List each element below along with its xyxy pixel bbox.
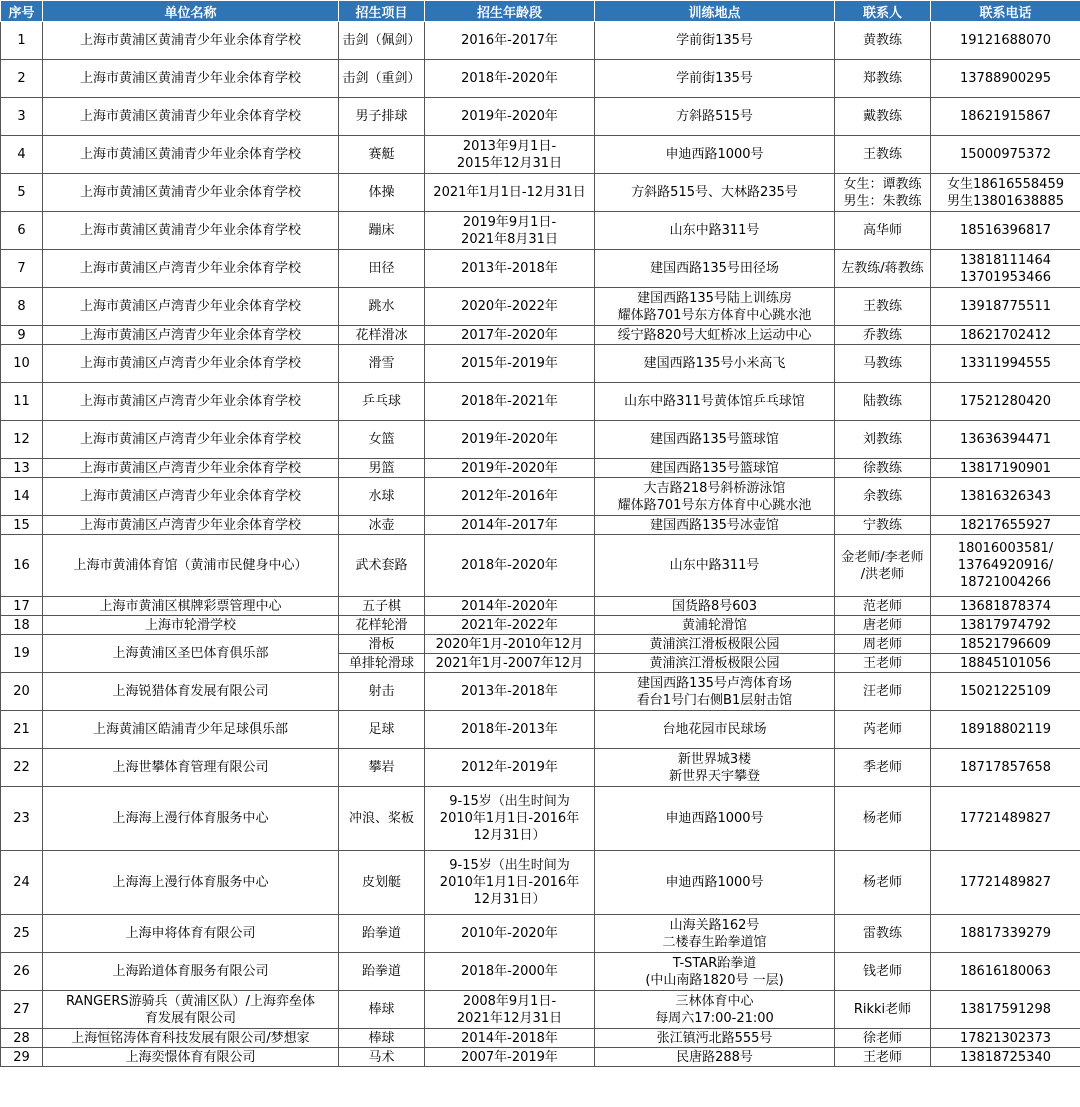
cell-age: 2019年9月1日- 2021年8月31日	[425, 212, 595, 250]
cell-contact: 汪老师	[835, 673, 931, 711]
cell-contact: 左教练/蒋教练	[835, 250, 931, 288]
cell-age: 2015年-2019年	[425, 345, 595, 383]
cell-unit: 上海海上漫行体育服务中心	[43, 787, 339, 851]
cell-unit: 上海奕憬体育有限公司	[43, 1048, 339, 1067]
cell-contact: Rikki老师	[835, 991, 931, 1029]
table-row	[1, 749, 1080, 787]
cell-program: 男篮	[339, 459, 425, 478]
cell-program: 滑雪	[339, 345, 425, 383]
cell-location: 建国西路135号田径场	[595, 250, 835, 288]
cell-no: 8	[1, 288, 43, 326]
cell-program: 皮划艇	[339, 851, 425, 915]
cell-contact: 徐教练	[835, 459, 931, 478]
cell-age: 2017年-2020年	[425, 326, 595, 345]
cell-phone: 18016003581/ 13764920916/ 18721004266	[931, 535, 1080, 597]
cell-unit: 上海黄浦区圣巴体育俱乐部	[43, 635, 339, 673]
cell-phone: 13816326343	[931, 478, 1080, 516]
cell-no: 25	[1, 915, 43, 953]
cell-phone: 13636394471	[931, 421, 1080, 459]
cell-age: 9-15岁（出生时间为 2010年1月1日-2016年 12月31日）	[425, 787, 595, 851]
cell-program: 足球	[339, 711, 425, 749]
cell-phone: 13817591298	[931, 991, 1080, 1029]
cell-phone: 17521280420	[931, 383, 1080, 421]
cell-unit: 上海市黄浦区卢湾青少年业余体育学校	[43, 459, 339, 478]
cell-age: 2021年1月1日-12月31日	[425, 174, 595, 212]
cell-age: 2019年-2020年	[425, 421, 595, 459]
cell-no: 9	[1, 326, 43, 345]
cell-contact: 陆教练	[835, 383, 931, 421]
cell-age: 2020年1月-2010年12月	[425, 635, 595, 654]
cell-location: 大吉路218号斜桥游泳馆 耀体路701号东方体育中心跳水池	[595, 478, 835, 516]
header-location: 训练地点	[595, 1, 835, 22]
header-no: 序号	[1, 1, 43, 22]
table-row	[1, 616, 1080, 635]
header-age: 招生年龄段	[425, 1, 595, 22]
cell-unit: 上海锐猎体育发展有限公司	[43, 673, 339, 711]
table-row	[1, 1029, 1080, 1048]
cell-phone: 18845101056	[931, 654, 1080, 673]
cell-age: 2013年-2018年	[425, 673, 595, 711]
cell-no: 1	[1, 22, 43, 60]
cell-phone: 17721489827	[931, 851, 1080, 915]
cell-unit: 上海市黄浦区卢湾青少年业余体育学校	[43, 383, 339, 421]
cell-unit: 上海市黄浦区黄浦青少年业余体育学校	[43, 22, 339, 60]
cell-program: 体操	[339, 174, 425, 212]
cell-no: 3	[1, 98, 43, 136]
cell-unit: 上海市黄浦区卢湾青少年业余体育学校	[43, 250, 339, 288]
cell-phone: 18621702412	[931, 326, 1080, 345]
cell-contact: 刘教练	[835, 421, 931, 459]
cell-location: 张江镇沔北路555号	[595, 1029, 835, 1048]
cell-phone: 18717857658	[931, 749, 1080, 787]
cell-location: 建国西路135号卢湾体育场 看台1号门右侧B1层射击馆	[595, 673, 835, 711]
cell-contact: 宁教练	[835, 516, 931, 535]
table-row	[1, 212, 1080, 250]
cell-program: 马术	[339, 1048, 425, 1067]
cell-phone: 18817339279	[931, 915, 1080, 953]
cell-location: 山海关路162号 二楼春生跆拳道馆	[595, 915, 835, 953]
table-row	[1, 22, 1080, 60]
cell-age: 2014年-2018年	[425, 1029, 595, 1048]
cell-unit: 上海申将体育有限公司	[43, 915, 339, 953]
cell-contact: 芮老师	[835, 711, 931, 749]
table-row	[1, 478, 1080, 516]
cell-no: 18	[1, 616, 43, 635]
cell-age: 2008年9月1日- 2021年12月31日	[425, 991, 595, 1029]
cell-age: 2013年-2018年	[425, 250, 595, 288]
cell-contact: 女生：谭教练 男生：朱教练	[835, 174, 931, 212]
cell-age: 2016年-2017年	[425, 22, 595, 60]
cell-phone: 13818111464 13701953466	[931, 250, 1080, 288]
table-row	[1, 673, 1080, 711]
cell-unit: RANGERS游骑兵（黄浦区队）/上海弈垒体 育发展有限公司	[43, 991, 339, 1029]
cell-program: 水球	[339, 478, 425, 516]
cell-contact: 王教练	[835, 136, 931, 174]
cell-program: 武术套路	[339, 535, 425, 597]
cell-unit: 上海市黄浦区卢湾青少年业余体育学校	[43, 288, 339, 326]
cell-program: 女篮	[339, 421, 425, 459]
cell-unit: 上海海上漫行体育服务中心	[43, 851, 339, 915]
cell-unit: 上海市黄浦区黄浦青少年业余体育学校	[43, 212, 339, 250]
cell-no: 10	[1, 345, 43, 383]
cell-no: 21	[1, 711, 43, 749]
header-contact: 联系人	[835, 1, 931, 22]
cell-program: 乒乓球	[339, 383, 425, 421]
cell-program: 花样轮滑	[339, 616, 425, 635]
table-row	[1, 421, 1080, 459]
cell-age: 9-15岁（出生时间为 2010年1月1日-2016年 12月31日）	[425, 851, 595, 915]
table-row	[1, 711, 1080, 749]
cell-age: 2020年-2022年	[425, 288, 595, 326]
cell-contact: 王老师	[835, 654, 931, 673]
cell-no: 15	[1, 516, 43, 535]
cell-program: 男子排球	[339, 98, 425, 136]
cell-program: 田径	[339, 250, 425, 288]
table-row	[1, 535, 1080, 597]
cell-phone: 18616180063	[931, 953, 1080, 991]
cell-location: 建国西路135号冰壶馆	[595, 516, 835, 535]
cell-phone: 18521796609	[931, 635, 1080, 654]
cell-contact: 杨老师	[835, 851, 931, 915]
cell-unit: 上海市黄浦区卢湾青少年业余体育学校	[43, 478, 339, 516]
cell-program: 蹦床	[339, 212, 425, 250]
cell-unit: 上海恒铭涛体育科技发展有限公司/梦想家	[43, 1029, 339, 1048]
cell-location: 国货路8号603	[595, 597, 835, 616]
cell-location: 黄浦轮滑馆	[595, 616, 835, 635]
cell-age: 2012年-2019年	[425, 749, 595, 787]
cell-location: 方斜路515号	[595, 98, 835, 136]
cell-age: 2018年-2000年	[425, 953, 595, 991]
cell-location: 山东中路311号黄体馆乒乓球馆	[595, 383, 835, 421]
cell-location: 申迪西路1000号	[595, 136, 835, 174]
cell-unit: 上海世攀体育管理有限公司	[43, 749, 339, 787]
cell-contact: 高华师	[835, 212, 931, 250]
table-row	[1, 635, 1080, 654]
cell-age: 2018年-2021年	[425, 383, 595, 421]
cell-contact: 乔教练	[835, 326, 931, 345]
cell-program: 花样滑冰	[339, 326, 425, 345]
cell-unit: 上海市黄浦区黄浦青少年业余体育学校	[43, 136, 339, 174]
cell-location: 建国西路135号陆上训练房 耀体路701号东方体育中心跳水池	[595, 288, 835, 326]
cell-program: 跳水	[339, 288, 425, 326]
cell-phone: 18516396817	[931, 212, 1080, 250]
table-row	[1, 288, 1080, 326]
cell-contact: 余教练	[835, 478, 931, 516]
cell-unit: 上海跆道体育服务有限公司	[43, 953, 339, 991]
header-unit: 单位名称	[43, 1, 339, 22]
cell-no: 13	[1, 459, 43, 478]
table-row	[1, 98, 1080, 136]
cell-unit: 上海市轮滑学校	[43, 616, 339, 635]
cell-phone: 13817974792	[931, 616, 1080, 635]
cell-phone: 18621915867	[931, 98, 1080, 136]
table-row	[1, 383, 1080, 421]
table-row	[1, 787, 1080, 851]
cell-location: 台地花园市民球场	[595, 711, 835, 749]
cell-unit: 上海市黄浦区卢湾青少年业余体育学校	[43, 326, 339, 345]
cell-location: 山东中路311号	[595, 535, 835, 597]
cell-no: 7	[1, 250, 43, 288]
header-row	[1, 1, 1080, 22]
cell-contact: 戴教练	[835, 98, 931, 136]
cell-age: 2010年-2020年	[425, 915, 595, 953]
table-row	[1, 136, 1080, 174]
cell-location: 山东中路311号	[595, 212, 835, 250]
cell-phone: 17821302373	[931, 1029, 1080, 1048]
table-row	[1, 516, 1080, 535]
cell-unit: 上海黄浦区皓浦青少年足球俱乐部	[43, 711, 339, 749]
cell-phone: 女生18616558459 男生13801638885	[931, 174, 1080, 212]
cell-program: 攀岩	[339, 749, 425, 787]
cell-location: 申迪西路1000号	[595, 787, 835, 851]
cell-location: 方斜路515号、大林路235号	[595, 174, 835, 212]
cell-unit: 上海市黄浦区黄浦青少年业余体育学校	[43, 60, 339, 98]
table-row	[1, 597, 1080, 616]
cell-no: 2	[1, 60, 43, 98]
cell-unit: 上海市黄浦区卢湾青少年业余体育学校	[43, 516, 339, 535]
table-row	[1, 326, 1080, 345]
cell-location: 建国西路135号篮球馆	[595, 421, 835, 459]
cell-location: 申迪西路1000号	[595, 851, 835, 915]
cell-age: 2014年-2017年	[425, 516, 595, 535]
cell-no: 27	[1, 991, 43, 1029]
cell-no: 5	[1, 174, 43, 212]
cell-age: 2021年-2022年	[425, 616, 595, 635]
header-program: 招生项目	[339, 1, 425, 22]
cell-no: 24	[1, 851, 43, 915]
cell-location: 新世界城3楼 新世界天宇攀登	[595, 749, 835, 787]
cell-age: 2012年-2016年	[425, 478, 595, 516]
cell-no: 26	[1, 953, 43, 991]
table-row	[1, 915, 1080, 953]
cell-no: 17	[1, 597, 43, 616]
cell-location: 黄浦滨江滑板极限公园	[595, 654, 835, 673]
cell-program: 五子棋	[339, 597, 425, 616]
cell-program: 单排轮滑球	[339, 654, 425, 673]
cell-program: 赛艇	[339, 136, 425, 174]
cell-contact: 徐老师	[835, 1029, 931, 1048]
cell-age: 2018年-2020年	[425, 60, 595, 98]
cell-location: 建国西路135号篮球馆	[595, 459, 835, 478]
cell-age: 2018年-2013年	[425, 711, 595, 749]
cell-no: 14	[1, 478, 43, 516]
cell-program: 棒球	[339, 1029, 425, 1048]
cell-phone: 15000975372	[931, 136, 1080, 174]
cell-phone: 13817190901	[931, 459, 1080, 478]
table-row	[1, 1048, 1080, 1067]
cell-contact: 马教练	[835, 345, 931, 383]
cell-age: 2019年-2020年	[425, 459, 595, 478]
cell-phone: 18918802119	[931, 711, 1080, 749]
cell-unit: 上海市黄浦区棋牌彩票管理中心	[43, 597, 339, 616]
cell-program: 冲浪、桨板	[339, 787, 425, 851]
table-row	[1, 250, 1080, 288]
table-row	[1, 174, 1080, 212]
cell-phone: 13818725340	[931, 1048, 1080, 1067]
cell-no: 19	[1, 635, 43, 673]
table-row	[1, 953, 1080, 991]
cell-program: 击剑（重剑）	[339, 60, 425, 98]
cell-contact: 金老师/李老师 /洪老师	[835, 535, 931, 597]
cell-location: 绥宁路820号大虹桥冰上运动中心	[595, 326, 835, 345]
cell-contact: 黄教练	[835, 22, 931, 60]
cell-contact: 王教练	[835, 288, 931, 326]
cell-phone: 19121688070	[931, 22, 1080, 60]
cell-no: 4	[1, 136, 43, 174]
cell-contact: 钱老师	[835, 953, 931, 991]
table-row	[1, 991, 1080, 1029]
cell-age: 2021年1月-2007年12月	[425, 654, 595, 673]
cell-unit: 上海市黄浦区卢湾青少年业余体育学校	[43, 345, 339, 383]
cell-program: 射击	[339, 673, 425, 711]
cell-unit: 上海市黄浦区黄浦青少年业余体育学校	[43, 98, 339, 136]
cell-age: 2013年9月1日- 2015年12月31日	[425, 136, 595, 174]
cell-phone: 18217655927	[931, 516, 1080, 535]
cell-location: 学前街135号	[595, 60, 835, 98]
cell-contact: 雷教练	[835, 915, 931, 953]
cell-phone: 13918775511	[931, 288, 1080, 326]
cell-phone: 13311994555	[931, 345, 1080, 383]
cell-program: 跆拳道	[339, 915, 425, 953]
cell-location: 学前街135号	[595, 22, 835, 60]
header-phone: 联系电话	[931, 1, 1080, 22]
cell-age: 2019年-2020年	[425, 98, 595, 136]
cell-program: 棒球	[339, 991, 425, 1029]
cell-no: 28	[1, 1029, 43, 1048]
cell-program: 跆拳道	[339, 953, 425, 991]
cell-unit: 上海市黄浦区黄浦青少年业余体育学校	[43, 174, 339, 212]
cell-contact: 季老师	[835, 749, 931, 787]
cell-location: T-STAR跆拳道 (中山南路1820号 一层)	[595, 953, 835, 991]
cell-program: 击剑（佩剑）	[339, 22, 425, 60]
cell-phone: 13788900295	[931, 60, 1080, 98]
cell-age: 2018年-2020年	[425, 535, 595, 597]
cell-phone: 15021225109	[931, 673, 1080, 711]
cell-no: 22	[1, 749, 43, 787]
cell-unit: 上海市黄浦区卢湾青少年业余体育学校	[43, 421, 339, 459]
cell-location: 黄浦滨江滑板极限公园	[595, 635, 835, 654]
cell-location: 三林体育中心 每周六17:00-21:00	[595, 991, 835, 1029]
cell-no: 20	[1, 673, 43, 711]
cell-phone: 13681878374	[931, 597, 1080, 616]
cell-program: 冰壶	[339, 516, 425, 535]
cell-contact: 范老师	[835, 597, 931, 616]
cell-no: 16	[1, 535, 43, 597]
cell-age: 2014年-2020年	[425, 597, 595, 616]
cell-location: 民唐路288号	[595, 1048, 835, 1067]
cell-age: 2007年-2019年	[425, 1048, 595, 1067]
cell-no: 29	[1, 1048, 43, 1067]
cell-contact: 周老师	[835, 635, 931, 654]
cell-location: 建国西路135号小米高飞	[595, 345, 835, 383]
table-row	[1, 459, 1080, 478]
cell-contact: 唐老师	[835, 616, 931, 635]
table-row	[1, 851, 1080, 915]
cell-no: 23	[1, 787, 43, 851]
cell-contact: 王老师	[835, 1048, 931, 1067]
cell-program: 滑板	[339, 635, 425, 654]
cell-unit: 上海市黄浦体育馆（黄浦市民健身中心）	[43, 535, 339, 597]
cell-no: 6	[1, 212, 43, 250]
cell-phone: 17721489827	[931, 787, 1080, 851]
cell-contact: 郑教练	[835, 60, 931, 98]
cell-no: 11	[1, 383, 43, 421]
cell-contact: 杨老师	[835, 787, 931, 851]
cell-no: 12	[1, 421, 43, 459]
table-row	[1, 60, 1080, 98]
table-row	[1, 345, 1080, 383]
